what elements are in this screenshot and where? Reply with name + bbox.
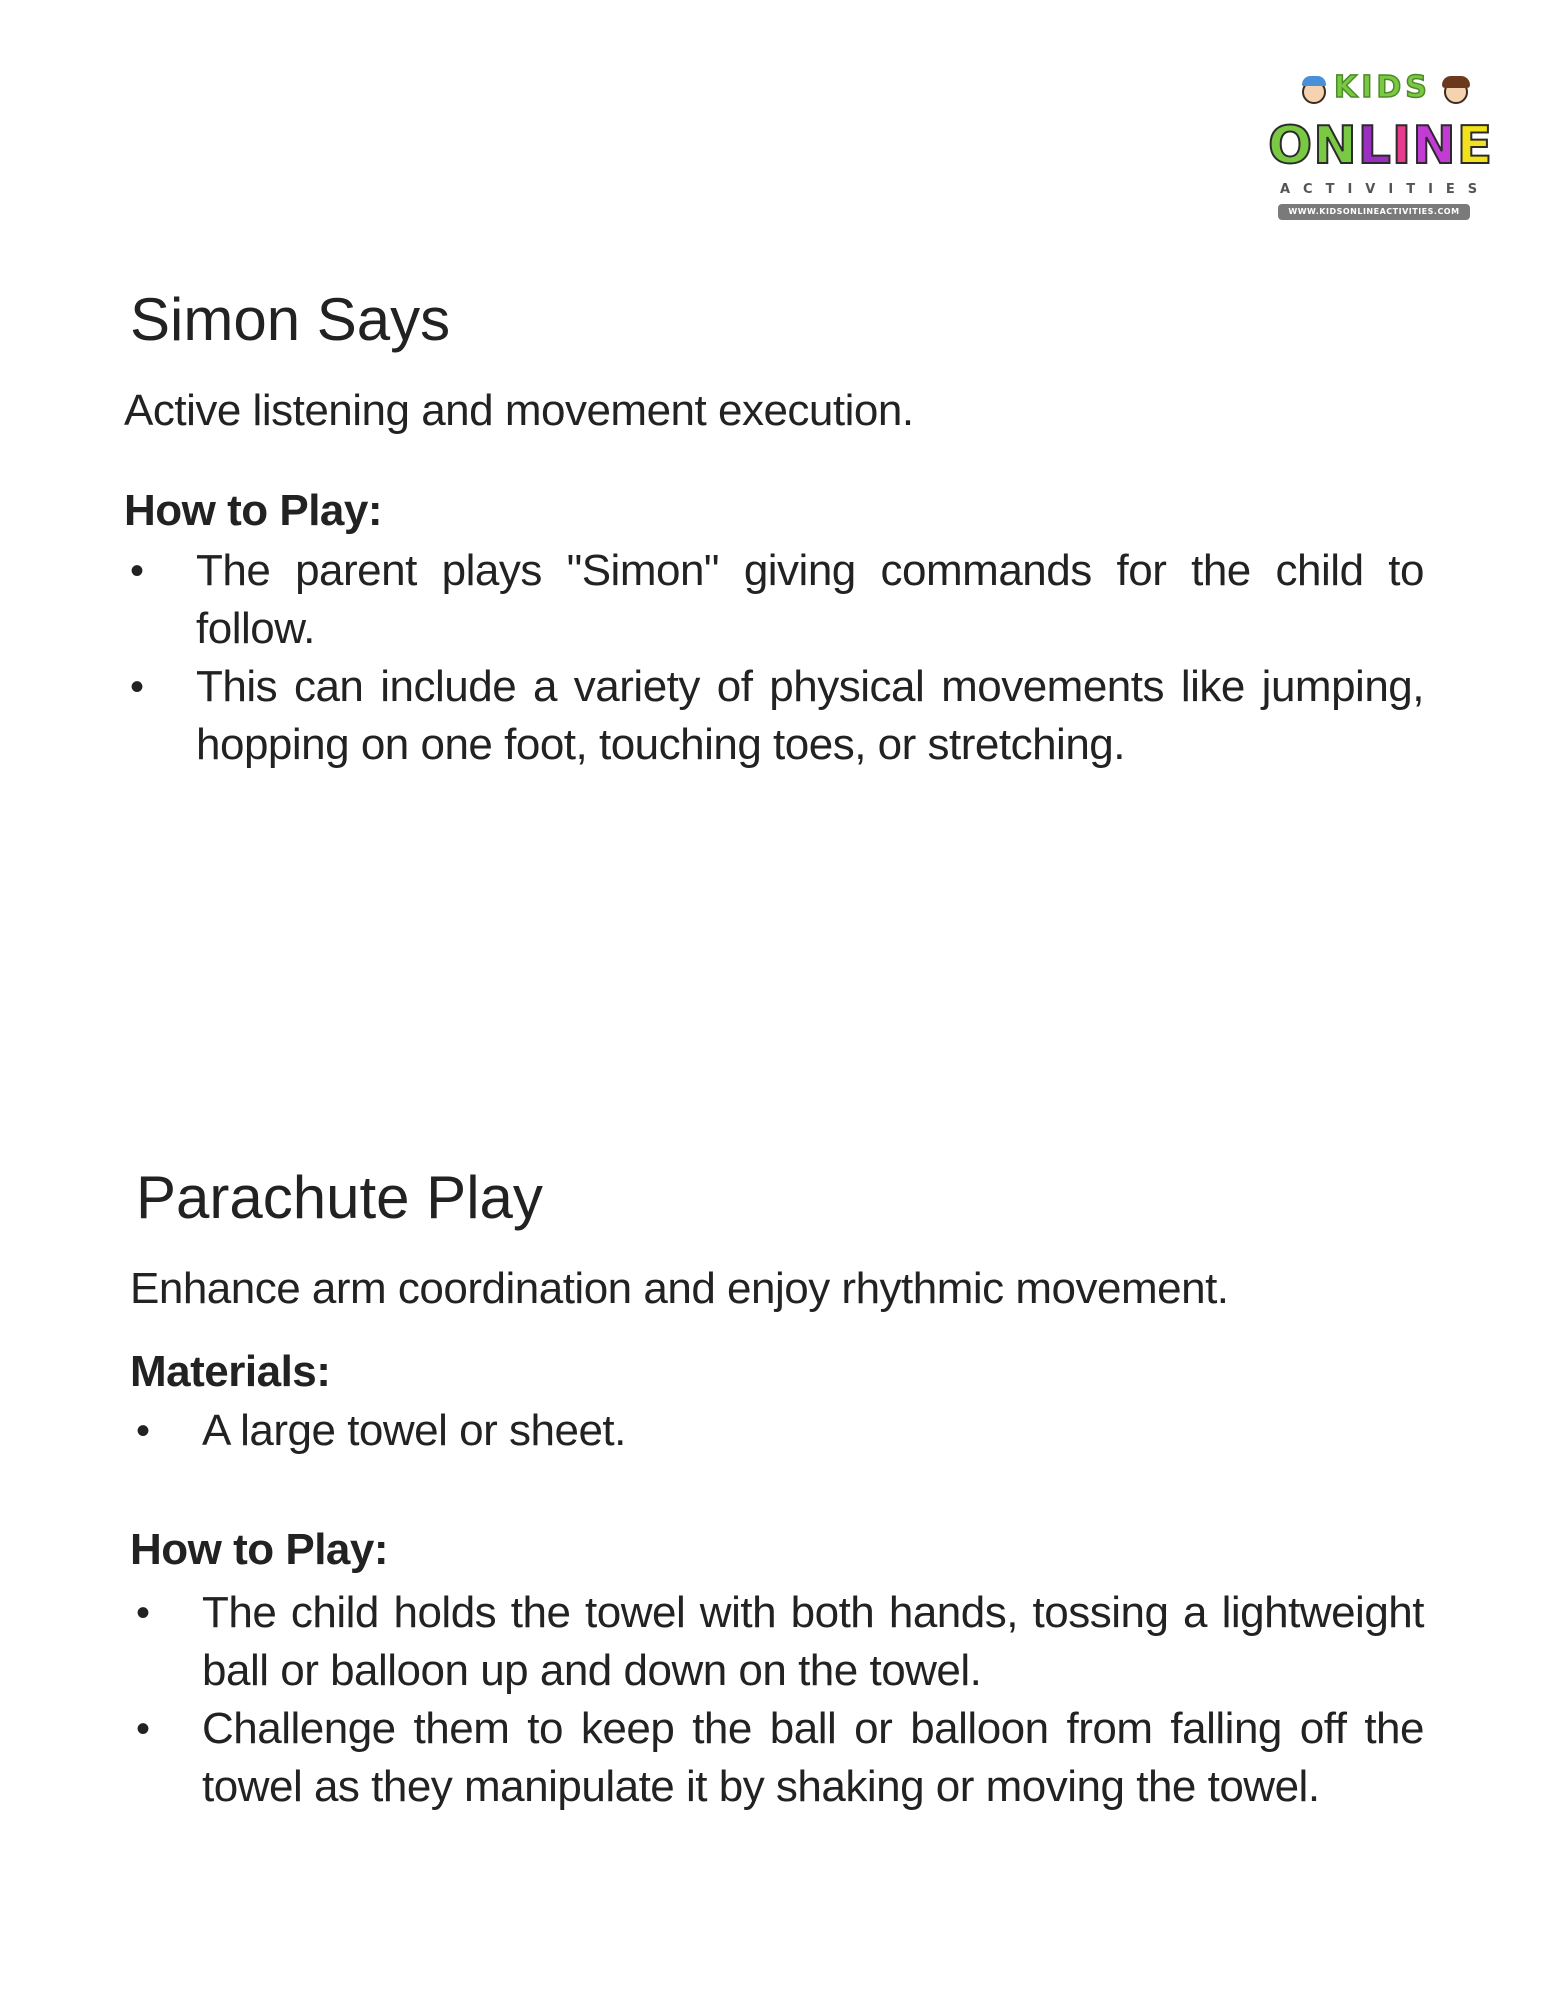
simon-how-to-play-list [124,542,1424,774]
parachute-materials-heading: Materials: [130,1347,331,1396]
list-item [130,1584,1424,1700]
logo-kids-text: KIDS [1334,70,1431,105]
list-item-text: A large towel or sheet. [202,1406,626,1455]
list-item [130,1700,1424,1816]
list-item [124,658,1424,774]
simon-how-to-play-heading: How to Play: [124,486,383,535]
list-item [130,1402,1424,1460]
logo-letter: L [1357,116,1392,176]
list-item-text: The parent plays "Simon" giving commands for the child to follow. [196,546,1424,653]
list-item-text: Challenge them to keep the ball or balloon from falling off the towel as they manipulate it by shaking or moving the towel. [202,1704,1424,1811]
logo-top-row [1298,70,1478,110]
parachute-materials-list [130,1402,1424,1460]
list-item-text: This can include a variety of physical movements like jumping, hopping on one foot, touching toes, or stretching. [196,662,1424,769]
logo-url-badge: WWW.KIDSONLINEACTIVITIES.COM [1278,204,1470,220]
parachute-play-subtitle: Enhance arm coordination and enjoy rhythmic movement. [130,1264,1229,1313]
bullet-icon: • [130,665,144,709]
logo-letter: I [1391,116,1413,176]
boy-face-icon [1302,80,1326,104]
logo-letter: E [1456,116,1494,176]
logo-letter: N [1412,116,1457,176]
bullet-icon: • [130,549,144,593]
simon-says-title: Simon Says [130,286,451,353]
logo-activities-text: ACTIVITIES [1280,182,1491,197]
girl-face-icon [1444,80,1468,104]
parachute-play-title: Parachute Play [136,1164,543,1231]
logo-letter: N [1313,116,1358,176]
parachute-how-to-play-heading: How to Play: [130,1525,389,1574]
logo-online-text [1268,116,1493,176]
list-item-text: The child holds the towel with both hands, tossing a lightweight ball or balloon up and down on the towel. [202,1588,1424,1695]
parachute-how-to-play-list [130,1584,1424,1816]
bullet-icon: • [136,1707,150,1751]
kids-online-activities-logo [1268,70,1494,230]
simon-says-subtitle: Active listening and movement execution. [124,386,914,435]
bullet-icon: • [136,1409,150,1453]
list-item [124,542,1424,658]
logo-letter: O [1268,116,1314,176]
bullet-icon: • [136,1591,150,1635]
